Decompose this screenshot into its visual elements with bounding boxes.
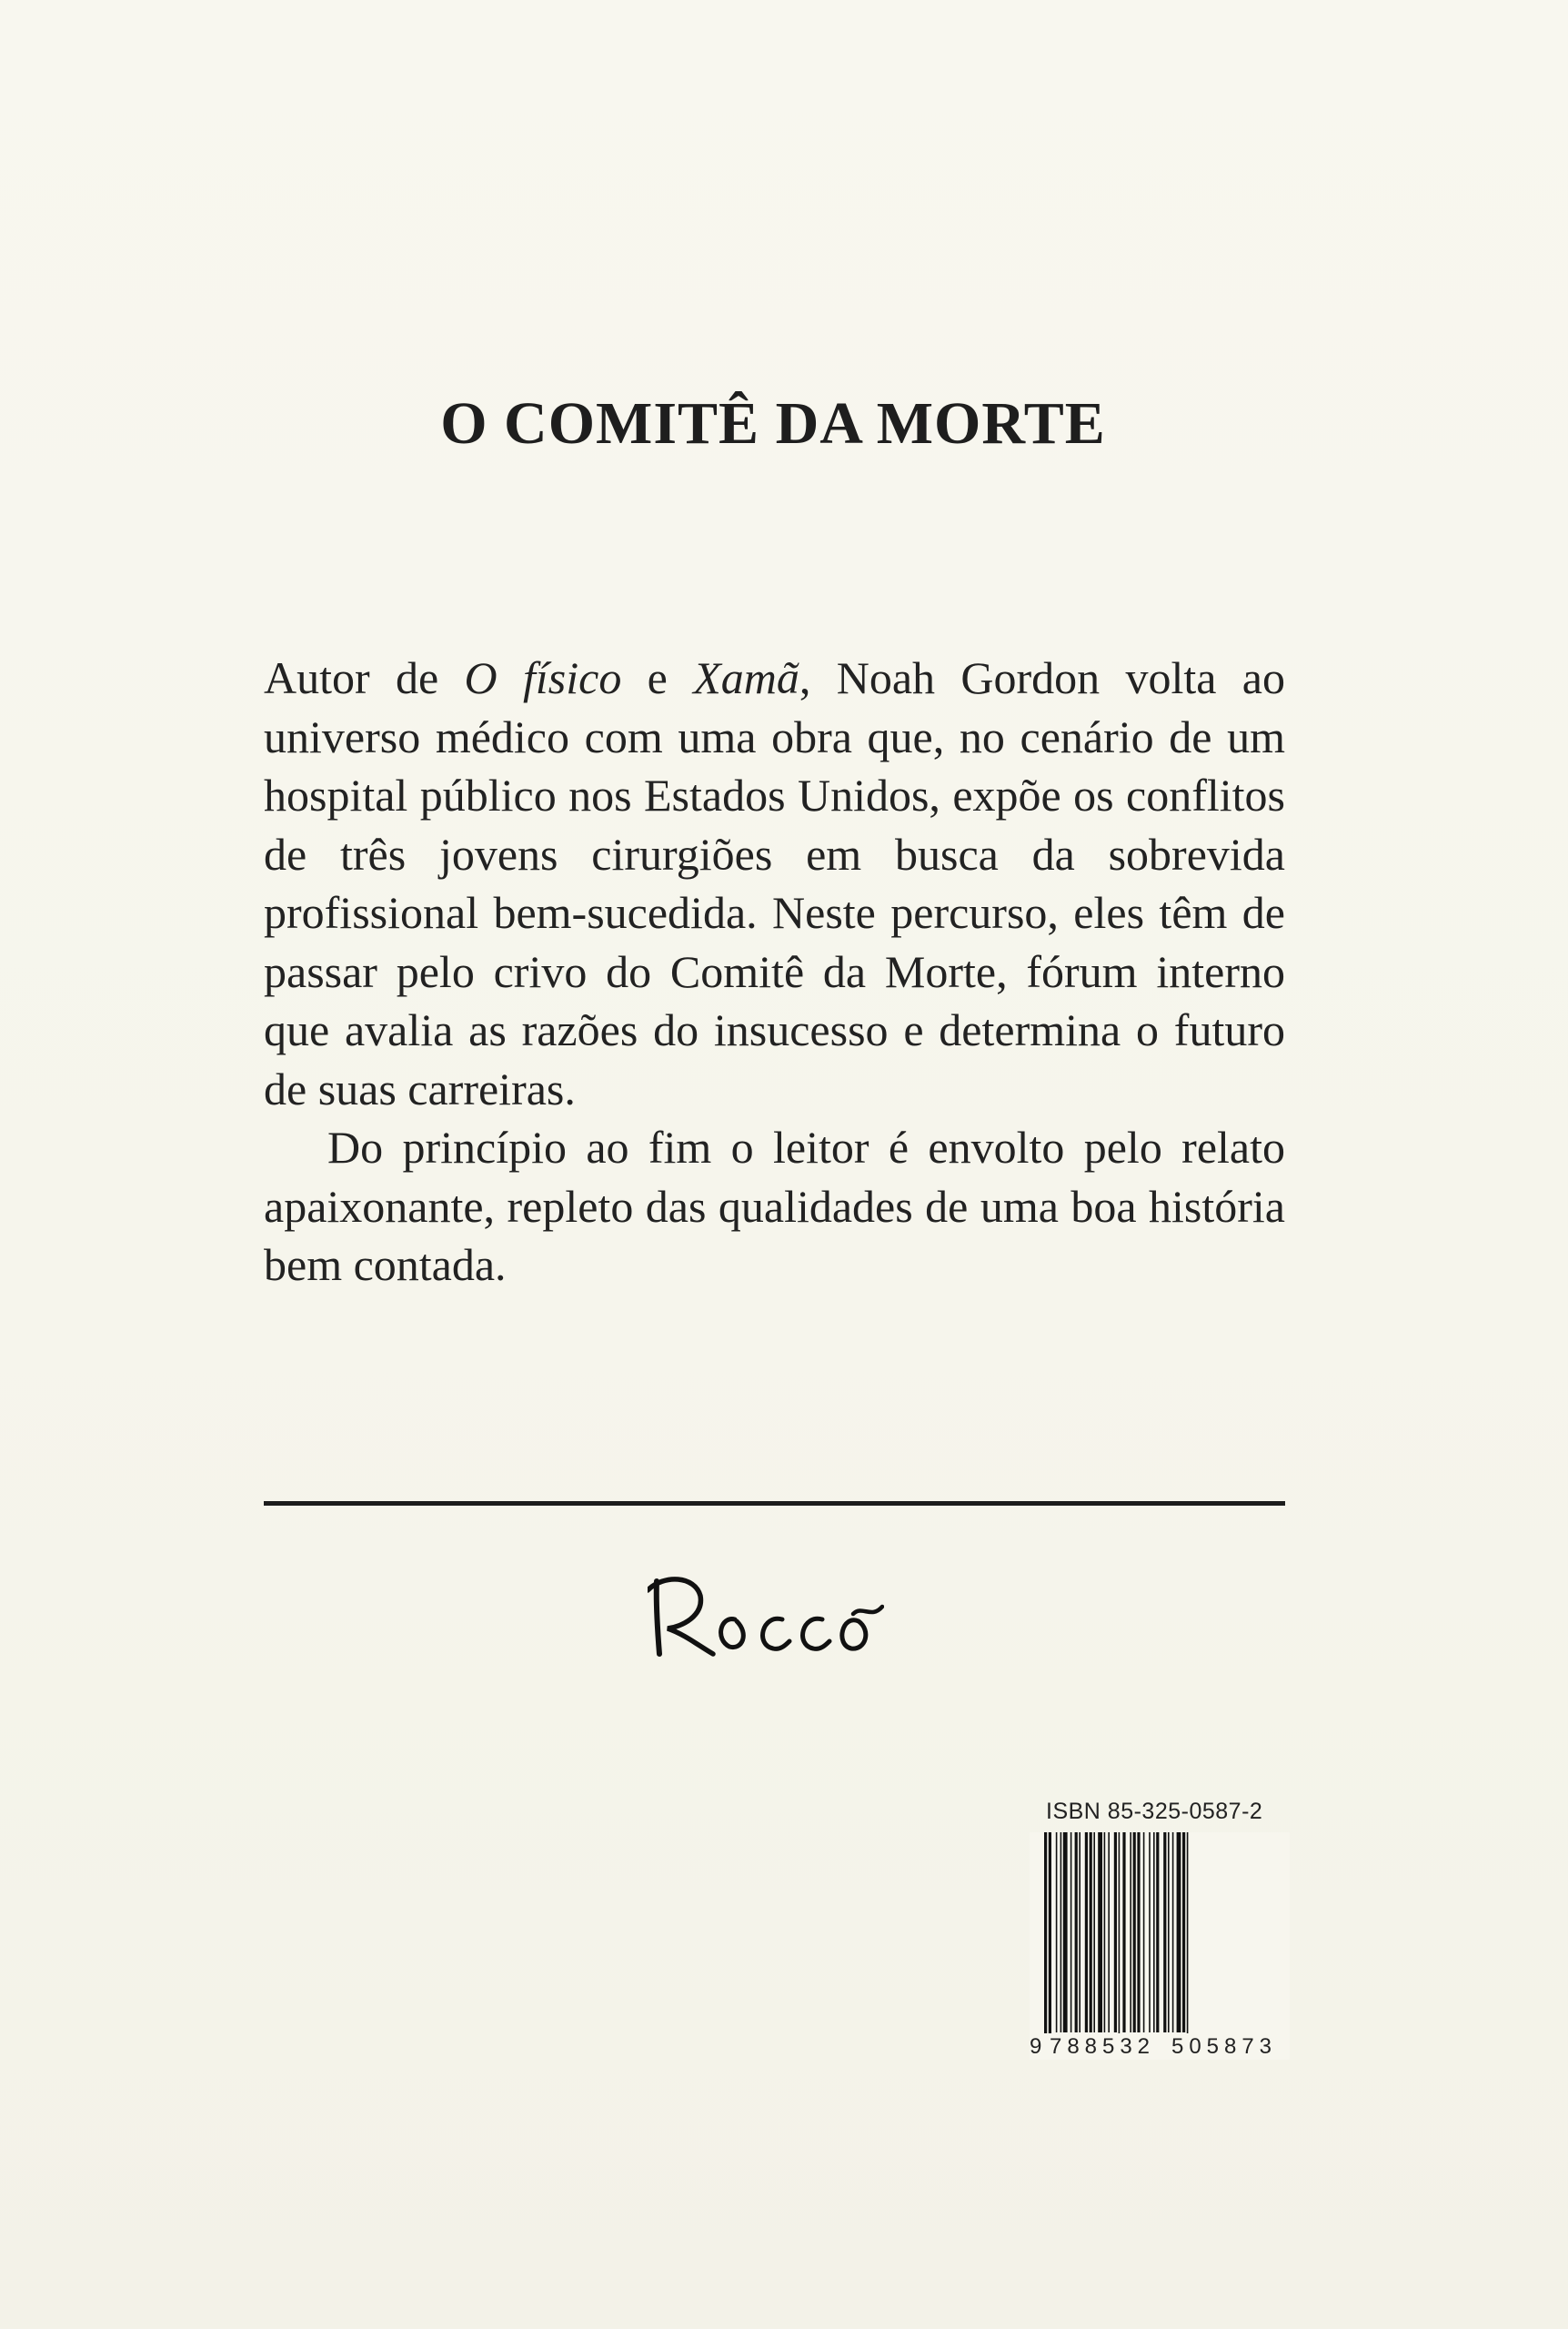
barcode-bar: [1156, 1832, 1159, 2032]
barcode-bar: [1163, 1832, 1166, 2032]
barcode-bar: [1093, 1832, 1095, 2032]
blurb-intro: Autor de: [264, 652, 465, 703]
blurb-connector: e: [621, 652, 694, 703]
barcode-bar: [1133, 1832, 1136, 2032]
barcode-bar: [1130, 1832, 1131, 2032]
blurb-title-xama: Xamã: [693, 652, 799, 703]
barcode-bar: [1177, 1832, 1181, 2032]
barcode-bar: [1122, 1832, 1125, 2032]
barcode-bar: [1114, 1832, 1117, 2032]
barcode-bar: [1056, 1832, 1058, 2032]
barcode-bar: [1143, 1832, 1145, 2032]
barcode-digits-left: 788532: [1050, 2034, 1150, 2059]
barcode-digits-right: 505873: [1171, 2034, 1271, 2059]
barcode: [1030, 1832, 1290, 2060]
barcode-bar: [1098, 1832, 1102, 2032]
barcode-bar: [1182, 1832, 1185, 2032]
barcode-bar: [1075, 1832, 1078, 2032]
book-blurb: [264, 649, 1285, 1295]
barcode-bar: [1172, 1832, 1174, 2032]
isbn-label: ISBN 85-325-0587-2: [1046, 1799, 1263, 1824]
barcode-bar: [1137, 1832, 1140, 2032]
blurb-body: , Noah Gordon volta ao universo médico com uma obra que, no cenário de um hospital público nos Estados Unidos, expõe os conflitos de três jovens cirurgiões em busca da sobrevida profissional bem-sucedida. Neste percurso, eles têm de passar pelo crivo do Comitê da Morte, fórum interno que avalia as razões do insucesso e determina o futuro de suas carreiras.: [264, 652, 1285, 1114]
publisher-logo: [648, 1563, 884, 1663]
barcode-bar: [1090, 1832, 1092, 2032]
barcode-bar: [1168, 1832, 1170, 2032]
barcode-bar: [1063, 1832, 1068, 2032]
barcode-bar: [1079, 1832, 1081, 2032]
barcode-bar: [1153, 1832, 1155, 2032]
barcode-bar: [1044, 1832, 1047, 2051]
divider-rule: [264, 1501, 1285, 1506]
barcode-bar: [1070, 1832, 1072, 2032]
barcode-bar: [1149, 1832, 1151, 2032]
barcode-bar: [1060, 1832, 1062, 2032]
blurb-title-o-fisico: O físico: [464, 652, 622, 703]
book-title: O COMITÊ DA MORTE: [440, 390, 1106, 457]
barcode-bar: [1187, 1832, 1189, 2051]
barcode-bar: [1108, 1832, 1110, 2032]
barcode-bar: [1049, 1832, 1051, 2051]
blurb-paragraph-2: Do princípio ao fim o leitor é envolto pelo relato apaixonante, repleto das qualidades de uma boa história bem contada.: [264, 1122, 1285, 1290]
blurb-paragraph-1: [264, 649, 1285, 1118]
barcode-bar: [1104, 1832, 1106, 2032]
barcode-bar: [1085, 1832, 1088, 2032]
barcode-digit-first: 9: [1030, 2034, 1042, 2059]
barcode-bar: [1119, 1832, 1121, 2051]
